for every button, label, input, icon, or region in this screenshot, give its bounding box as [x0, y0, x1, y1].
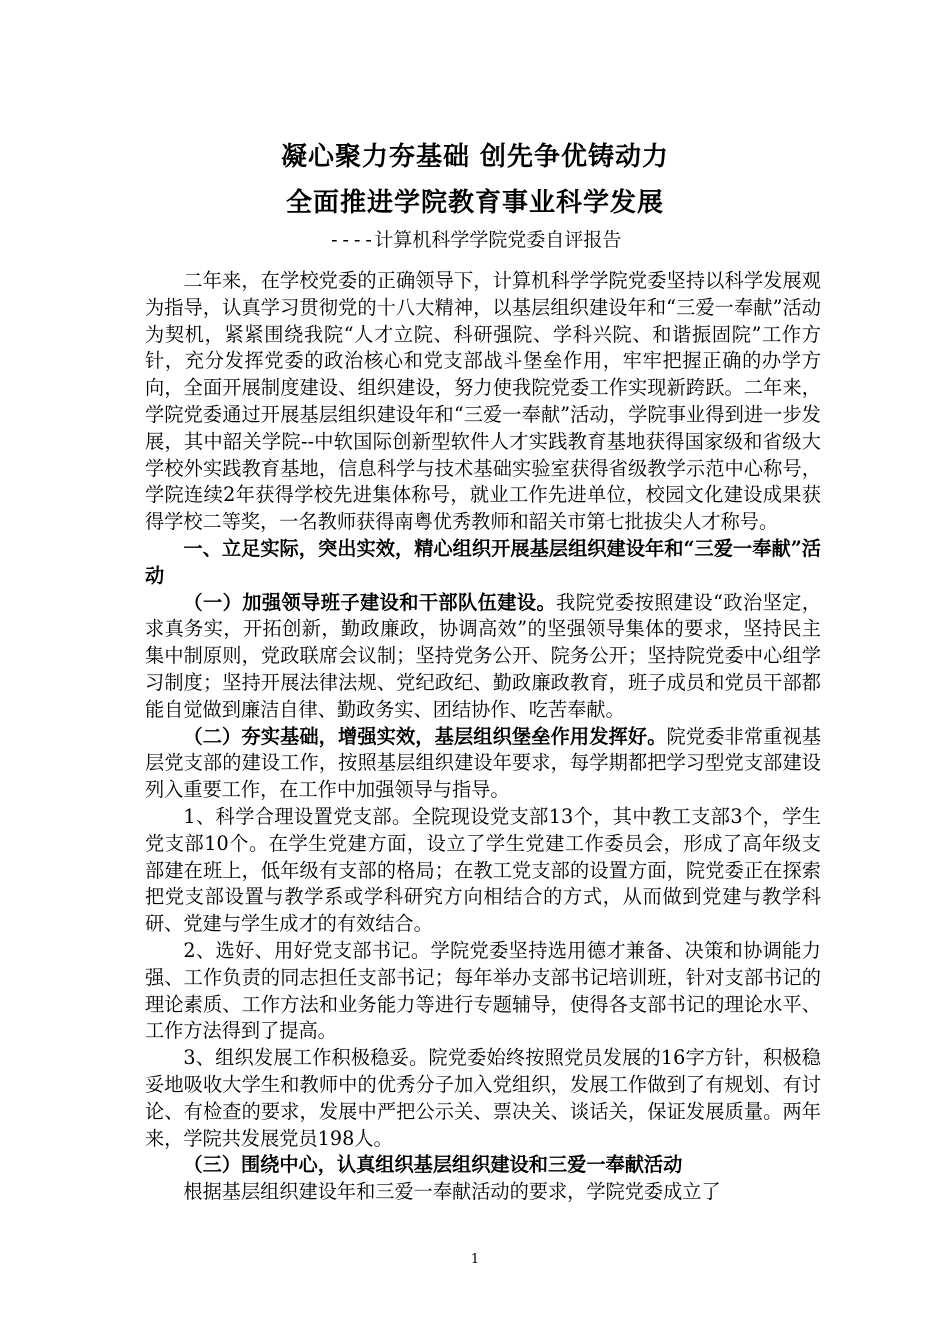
document-title-line-2: 全面推进学院教育事业科学发展 [285, 188, 664, 218]
document-body [145, 268, 821, 1206]
subsection-1-heading: （一）加强领导班子建设和干部队伍建设。 [183, 590, 557, 614]
document-title-line-1: 凝心聚力夯基础 创先争优铸动力 [280, 142, 670, 172]
list-item-1: 1、科学合理设置党支部。全院现设党支部13个，其中教工支部3个，学生党支部10个。在学生党建方面，设立了学生党建工作委员会，形成了高年级支部建在班上，低年级有支部的格局；在教工党支部的设置方面，院党委正在探索把党支部设置与教学系或学科研究方向相结合的方式，从而做到党建与教学科研、党建与学生成才的有效结合。 [145, 804, 821, 936]
subsection-1-paragraph [145, 590, 821, 724]
subsection-2-text: 院党委非常重视基层党支部的建设工作，按照基层组织建设年要求，每学期都把学习型党支部建设列入重要工作，在工作中加强领导与指导。 [145, 724, 822, 802]
page-number: 1 [470, 1252, 480, 1267]
list-item-3: 3、组织发展工作积极稳妥。院党委始终按照党员发展的16字方针，积极稳妥地吸收大学生和教师中的优秀分子加入党组织，发展工作做到了有规划、有讨论、有检查的要求，发展中严把公示关、票决关、谈话关，保证发展质量。两年来，学院共发展党员198人。 [145, 1046, 821, 1150]
subsection-2-heading: （二）夯实基础，增强实效，基层组织堡垒作用发挥好。 [183, 724, 667, 748]
subsection-2-paragraph [145, 724, 821, 804]
subsection-3-heading: （三）围绕中心，认真组织基层组织建设和三爱一奉献活动 [183, 1153, 683, 1177]
document-subtitle: ----计算机科学学院党委自评报告 [328, 229, 622, 251]
closing-paragraph: 根据基层组织建设年和三爱一奉献活动的要求，学院党委成立了 [183, 1180, 721, 1204]
intro-paragraph: 二年来，在学校党委的正确领导下，计算机科学学院党委坚持以科学发展观为指导，认真学习贯彻党的十八大精神，以基层组织建设年和“三爱一奉献”活动为契机，紧紧围绕我院“人才立院、科研强院、学科兴院、和谐振固院”工作方针，充分发挥党委的政治核心和党支部战斗堡垒作用，牢牢把握正确的办学方向，全面开展制度建设、组织建设，努力使我院党委工作实现新跨跃。二年来，学院党委通过开展基层组织建设年和“三爱一奉献”活动，学院事业得到进一步发展，其中韶关学院--中软国际创新型软件人才实践教育基地获得国家级和省级大学校外实践教育基地，信息科学与技术基础实验室获得省级教学示范中心称号，学院连续2年获得学校先进集体称号，就业工作先进单位，校园文化建设成果获得学校二等奖，一名教师获得南粤优秀教师和韶关市第七批拔尖人才称号。 [145, 269, 821, 534]
section-heading-1: 一、立足实际，突出实效，精心组织开展基层组织建设年和“三爱一奉献”活动 [145, 536, 821, 587]
list-item-2: 2、选好、用好党支部书记。学院党委坚持选用德才兼备、决策和协调能力强、工作负责的同志担任支部书记；每年举办支部书记培训班，针对支部书记的理论素质、工作方法和业务能力等进行专题辅导，使得各支部书记的理论水平、工作方法得到了提高。 [145, 938, 821, 1043]
subsection-1-text: 我院党委按照建设“政治坚定，求真务实，开拓创新，勤政廉政，协调高效”的坚强领导集体的要求，坚持民主集中制原则，党政联席会议制；坚持党务公开、院务公开；坚持院党委中心组学习制度；坚持开展法律法规、党纪政纪、勤政廉政教育，班子成员和党员干部都能自觉做到廉洁自律、勤政务实、团结协作、吃苦奉献。 [145, 590, 822, 721]
